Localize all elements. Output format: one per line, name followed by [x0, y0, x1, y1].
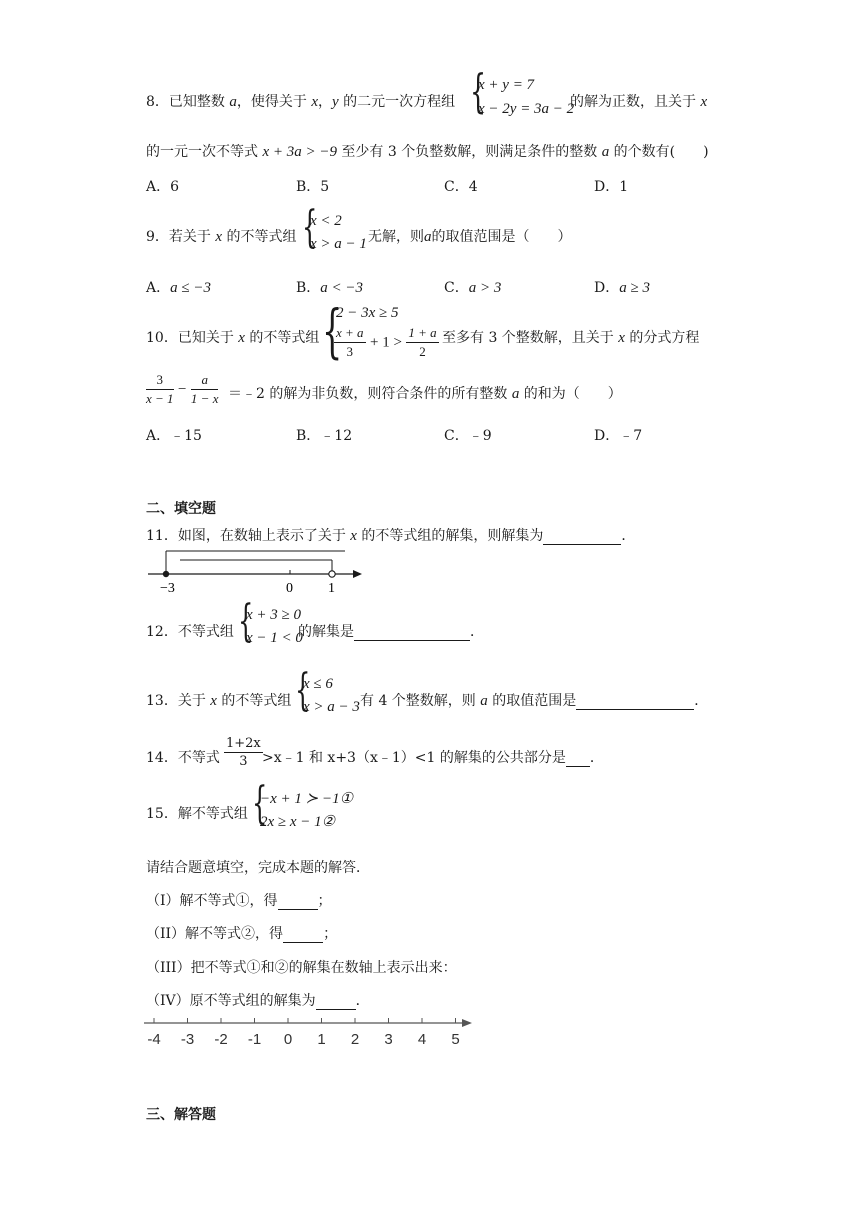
q10-option-b: B．﹣12	[296, 428, 353, 444]
q11-label-1: 1	[328, 581, 335, 596]
q11-closed-dot	[163, 571, 169, 577]
q9-line-start: 9．若关于 x 的不等式组	[146, 229, 297, 245]
q13-left-brace: {	[295, 665, 311, 716]
q8-option-c: C．4	[444, 179, 478, 195]
q15-intro: 请结合题意填空，完成本题的解答．	[146, 860, 370, 876]
q13-line-start: 13．关于 x 的不等式组	[146, 693, 292, 709]
q12-answer-blank[interactable]	[354, 624, 470, 641]
q11-line: 11．如图，在数轴上表示了关于 x 的不等式组的解集，则解集为 ．	[146, 528, 636, 544]
q8-option-d: D．1	[594, 179, 629, 195]
q15-line-start: 15．解不等式组	[146, 806, 248, 822]
q15-step-3: （III）把不等式①和②的解集在数轴上表示出来：	[146, 960, 457, 976]
q8-equation-2: x − 2y = 3a − 2	[478, 101, 575, 117]
q9-left-brace: {	[302, 202, 318, 253]
q15-step1-blank[interactable]	[278, 893, 318, 910]
q15-step2-blank[interactable]	[283, 926, 323, 943]
q10-line1-end: 至多有 3 个整数解，且关于 x 的分式方程	[442, 330, 700, 346]
q13-line-end: 有 4 个整数解，则 a 的取值范围是 ．	[360, 693, 709, 709]
q15-step-4: （IV）原不等式组的解集为 ．	[146, 993, 370, 1009]
q12-left-brace: {	[238, 596, 254, 647]
q15-tick-label: 2	[350, 1031, 360, 1048]
q8-option-b: B．5	[296, 179, 330, 195]
q10-option-d: D．﹣7	[594, 428, 643, 444]
q9-line-end: 无解，则a的取值范围是（ ）	[368, 229, 572, 245]
q14-line-start: 14．不等式	[146, 750, 220, 766]
q11-label-neg3: −3	[160, 581, 175, 596]
q9-inequality-1: x < 2	[310, 213, 342, 229]
section-fill-in-title: 二、填空题	[146, 501, 216, 517]
q14-fraction: $\frac{1+2x}{3}$	[226, 736, 261, 769]
q15-inequality-2: 2x ≥ x − 1②	[260, 814, 336, 830]
q8-left-brace: {	[470, 64, 487, 118]
q9-option-b: B．a < −3	[296, 280, 364, 296]
q10-fraction-equation: $\frac{3}{x - 1}$ − $\frac{a}{1 - x}$	[146, 372, 219, 406]
q15-tick-label: 1	[317, 1031, 326, 1048]
q13-inequality-1: x ≤ 6	[303, 676, 333, 692]
q10-line2-end: ＝﹣2 的解为非负数，则符合条件的所有整数 a 的和为（ ）	[228, 386, 622, 402]
q8-line1-end: 的解为正数，且关于 x	[570, 94, 708, 110]
q9-inequality-2: x > a − 1	[310, 236, 367, 252]
q15-tick-label: -4	[147, 1031, 161, 1048]
q15-tick-label: -3	[180, 1031, 195, 1048]
q12-inequality-2: x − 1 < 0	[246, 630, 303, 646]
q8-option-a: A．6	[146, 179, 180, 195]
q15-inequality-1: −x + 1 ≻ −1①	[260, 791, 354, 807]
q13-answer-blank[interactable]	[576, 693, 694, 710]
q10-option-a: A．﹣15	[146, 428, 202, 444]
q11-label-0: 0	[286, 581, 293, 596]
q14-line-end: >x﹣1 和 x+3（x﹣1）<1 的解集的公共部分是 ．	[262, 750, 604, 766]
q10-line1-start: 10．已知关于 x 的不等式组	[146, 330, 320, 346]
q9-option-d: D．a ≥ 3	[594, 280, 650, 296]
q14-answer-blank[interactable]	[566, 750, 590, 767]
q8-equation-1: x + y = 7	[478, 77, 535, 93]
q15-axis-arrow	[462, 1019, 472, 1027]
q15-tick-label: 5	[451, 1031, 460, 1048]
q11-answer-blank[interactable]	[543, 528, 621, 545]
q12-line-start: 12．不等式组	[146, 624, 234, 640]
q15-tick-label: -2	[214, 1031, 228, 1048]
q11-open-dot	[329, 571, 335, 577]
q15-step-2: （II）解不等式②，得 ；	[146, 926, 338, 942]
q12-line-end: 的解集是 ．	[298, 624, 484, 640]
q13-inequality-2: x > a − 3	[303, 699, 360, 715]
q10-inequality-2: $\frac{x + a}{3}$ + 1 > $\frac{1 + a}{2}$	[336, 325, 437, 359]
q12-inequality-1: x + 3 ≥ 0	[246, 607, 302, 623]
q9-option-a: A．a ≤ −3	[146, 280, 211, 296]
q15-step4-blank[interactable]	[316, 993, 356, 1010]
q15-tick-label: 4	[417, 1031, 427, 1048]
q8-line2: 的一元一次不等式 x + 3a > −9 至少有 3 个负整数解，则满足条件的整数 a 的个数有( )	[146, 144, 709, 160]
q15-number-line	[140, 1016, 480, 1050]
q11-axis-arrow	[353, 570, 362, 578]
q15-tick-label: 0	[283, 1031, 293, 1048]
q8-line1-start: 8．已知整数 a，使得关于 x，y 的二元一次方程组	[146, 94, 456, 110]
q15-step-1: （I）解不等式①，得 ；	[146, 893, 332, 909]
q15-left-brace: {	[252, 778, 268, 829]
q15-tick-label: -1	[247, 1031, 262, 1048]
q10-inequality-1: 2 − 3x ≥ 5	[336, 305, 399, 321]
q15-tick-label: 3	[384, 1031, 393, 1048]
section-solve-title: 三、解答题	[146, 1107, 216, 1123]
q11-number-line	[140, 548, 370, 596]
q10-left-brace: {	[322, 297, 343, 365]
q9-option-c: C．a > 3	[444, 280, 502, 296]
q10-option-c: C．﹣9	[444, 428, 492, 444]
